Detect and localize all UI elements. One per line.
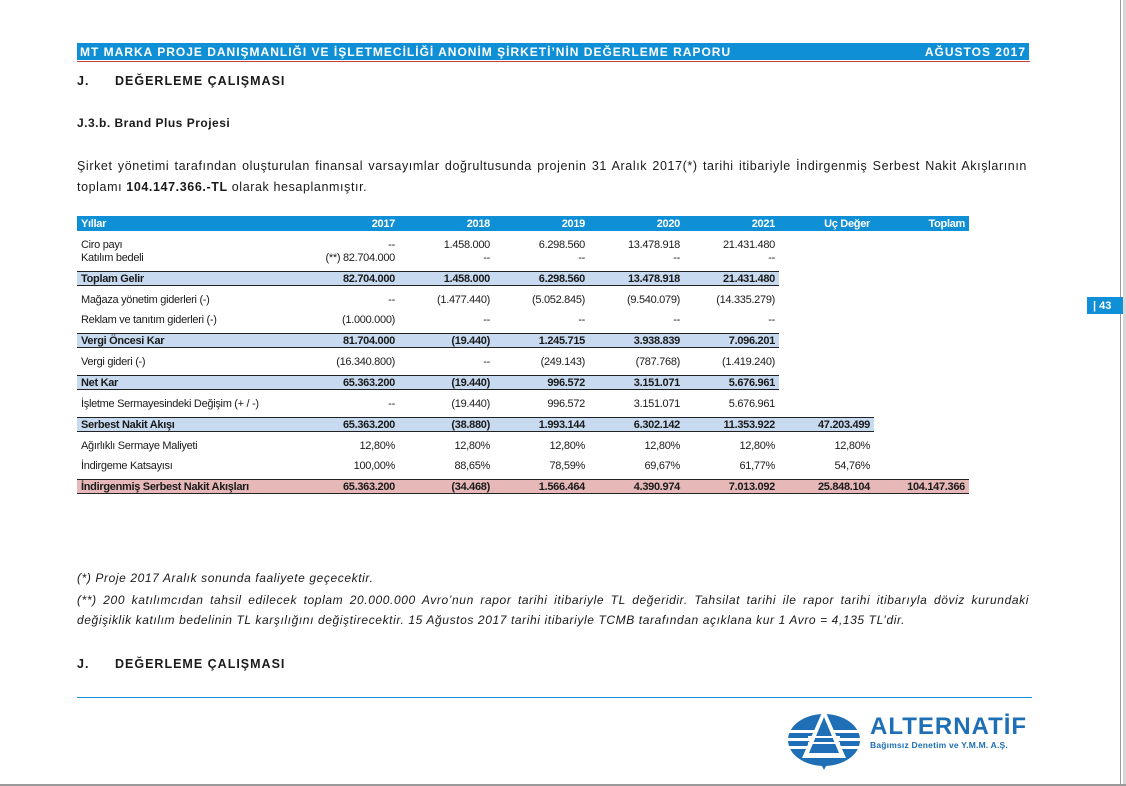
table-total-row <box>77 334 969 348</box>
table-total-row <box>77 418 969 432</box>
table-cell: 7.013.092 <box>684 480 779 494</box>
table-cell: 1.993.144 <box>494 418 589 432</box>
column-header: 2017 <box>305 216 399 231</box>
table-cell: 61,77% <box>739 459 775 472</box>
report-title: MT MARKA PROJE DANIŞMANLIĞI VE İŞLETMECİLİĞİ ANONİM ŞİRKETİ’NİN DEĞERLEME RAPORU <box>80 44 732 59</box>
column-header: 2021 <box>684 216 779 231</box>
report-date: AĞUSTOS 2017 <box>924 44 1026 59</box>
empty-cell <box>874 272 969 286</box>
table-cell <box>874 313 969 326</box>
logo-name: ALTERNATİF <box>870 713 1028 740</box>
row-spacer <box>77 452 969 459</box>
section-number: J. <box>77 74 90 88</box>
table-cell: (1.419.240) <box>722 355 775 368</box>
row-spacer <box>77 410 969 418</box>
table-cell: 996.572 <box>494 376 589 390</box>
table-cell: 100,00% <box>353 459 395 472</box>
table-cell <box>874 251 969 264</box>
table-row <box>77 251 969 264</box>
table-row <box>77 238 969 251</box>
cash-flow-table <box>77 216 969 494</box>
column-header: 2018 <box>399 216 494 231</box>
row-spacer <box>77 231 969 238</box>
footnote-1: (*) Proje 2017 Aralık sonunda faaliyete geçecektir. <box>77 571 374 585</box>
row-spacer <box>77 390 969 398</box>
logo-subtitle: Bağımsız Denetim ve Y.M.M. A.Ş. <box>870 740 1008 750</box>
row-label: İşletme Sermayesindeki Değişim (+ / -) <box>81 397 259 410</box>
row-spacer <box>77 286 969 294</box>
table-total-row <box>77 376 969 390</box>
table-cell: 88,65% <box>454 459 490 472</box>
paragraph-text-end: olarak hesaplanmıştır. <box>227 180 368 194</box>
table-cell: 4.390.974 <box>589 480 684 494</box>
table-cell: 6.298.560 <box>494 272 589 286</box>
page-number: | 43 <box>1087 297 1123 314</box>
summary-paragraph <box>77 156 1027 198</box>
empty-cell <box>779 334 874 348</box>
table-cell: 21.431.480 <box>722 238 775 251</box>
table-cell: (5.052.845) <box>532 293 585 306</box>
table-cell: (1.000.000) <box>342 313 395 326</box>
table-row <box>77 439 969 452</box>
empty-cell <box>779 272 874 286</box>
row-spacer <box>77 306 969 313</box>
table-cell: 996.572 <box>547 397 585 410</box>
table-cell: 3.938.839 <box>589 334 684 348</box>
table-cell: 82.704.000 <box>305 272 399 286</box>
table-cell: 65.363.200 <box>305 480 399 494</box>
table-cell: 12,80% <box>739 439 775 452</box>
table-row <box>77 313 969 326</box>
row-label: Serbest Nakit Akışı <box>77 418 305 432</box>
row-spacer <box>77 348 969 356</box>
table-cell: 54,76% <box>834 459 870 472</box>
footnote-2: (**) 200 katılımcıdan tahsil edilecek toplam 20.000.000 Avro’nun rapor tarihi itibariyle TL değeridir. Tahsilat tarihi ile rapor tarihi itibarıyla döviz kurundaki değişiklik katılım bedelinin TL karşılığını değiştirecektir. 15 Ağustos 2017 tarihi itibariyle TCMB tarafından açıklana kur 1 Avro = 4,135 TL’dir. <box>77 593 1029 627</box>
table-cell: -- <box>673 313 680 326</box>
table-cell: 81.704.000 <box>305 334 399 348</box>
table-cell: (19.440) <box>451 397 490 410</box>
table-body <box>77 231 969 494</box>
table-cell: -- <box>578 251 585 264</box>
table-cell: 1.458.000 <box>399 272 494 286</box>
table-cell: 21.431.480 <box>684 272 779 286</box>
table-row <box>77 459 969 472</box>
table-cell <box>779 355 874 368</box>
table-cell <box>874 293 969 306</box>
section-heading <box>77 74 285 88</box>
section-title: DEĞERLEME ÇALIŞMASI <box>115 74 286 88</box>
table-cell <box>779 397 874 410</box>
table-cell <box>779 313 874 326</box>
table-cell: (**) 82.704.000 <box>325 251 395 264</box>
row-spacer <box>77 264 969 272</box>
table-cell: -- <box>388 238 395 251</box>
table-cell: 13.478.918 <box>627 238 680 251</box>
table-cell: (19.440) <box>399 376 494 390</box>
table-cell: 65.363.200 <box>305 418 399 432</box>
table-cell <box>874 397 969 410</box>
row-label: Vergi gideri (-) <box>81 355 146 368</box>
table-cell: 78,59% <box>549 459 585 472</box>
table-total-row <box>77 480 969 494</box>
table-cell <box>874 355 969 368</box>
table-cell: 12,80% <box>644 439 680 452</box>
table-total-row <box>77 272 969 286</box>
table-cell: -- <box>483 313 490 326</box>
table-cell: -- <box>388 293 395 306</box>
logo-text <box>870 714 1027 750</box>
table-cell: 3.151.071 <box>589 376 684 390</box>
table-cell: 12,80% <box>549 439 585 452</box>
column-header: Toplam <box>874 216 969 231</box>
section-number: J. <box>77 657 90 671</box>
row-label: İndirgeme Katsayısı <box>81 459 173 472</box>
table-cell: -- <box>388 397 395 410</box>
table-cell: (249.143) <box>540 355 585 368</box>
table-cell <box>779 293 874 306</box>
section-heading-repeat <box>77 657 285 671</box>
table-row <box>77 293 969 306</box>
column-header: Uç Değer <box>779 216 874 231</box>
column-header: 2020 <box>589 216 684 231</box>
table-cell <box>874 439 969 452</box>
row-spacer <box>77 472 969 480</box>
table-cell: (19.440) <box>399 334 494 348</box>
row-label: Net Kar <box>77 376 305 390</box>
table-cell: 13.478.918 <box>589 272 684 286</box>
table-cell: 6.298.560 <box>538 238 585 251</box>
table-cell: 6.302.142 <box>589 418 684 432</box>
table-cell: 25.848.104 <box>779 480 874 494</box>
header-divider <box>77 61 1030 62</box>
table-cell: 47.203.499 <box>779 418 874 432</box>
report-header <box>77 43 1029 60</box>
row-label: Mağaza yönetim giderleri (-) <box>81 293 210 306</box>
table-row <box>77 355 969 368</box>
footer-divider <box>77 697 1032 698</box>
column-header: Yıllar <box>77 216 305 231</box>
column-header: 2019 <box>494 216 589 231</box>
table-cell: -- <box>768 313 775 326</box>
table-cell: -- <box>483 251 490 264</box>
table-cell <box>874 238 969 251</box>
table-cell: (38.880) <box>399 418 494 432</box>
row-label: Ciro payı <box>81 238 123 251</box>
table-cell: 12,80% <box>834 439 870 452</box>
empty-cell <box>874 334 969 348</box>
subsection-heading: J.3.b. Brand Plus Projesi <box>77 116 231 130</box>
table-cell <box>779 238 874 251</box>
row-spacer <box>77 326 969 334</box>
row-spacer <box>77 432 969 440</box>
empty-cell <box>874 418 969 432</box>
table-cell: (14.335.279) <box>716 293 775 306</box>
paragraph-amount: 104.147.366.-TL <box>126 180 228 194</box>
table-cell: -- <box>578 313 585 326</box>
table-row <box>77 397 969 410</box>
row-label: İndirgenmiş Serbest Nakit Akışları <box>77 480 305 494</box>
table-cell: 12,80% <box>454 439 490 452</box>
row-label: Ağırlıklı Sermaye Maliyeti <box>81 439 198 452</box>
table-cell: -- <box>483 355 490 368</box>
table-header-row <box>77 216 969 231</box>
table-cell: 1.458.000 <box>443 238 490 251</box>
table-cell: 5.676.961 <box>728 397 775 410</box>
table-cell: 1.245.715 <box>494 334 589 348</box>
empty-cell <box>779 376 874 390</box>
row-spacer <box>77 368 969 376</box>
table-cell: (9.540.079) <box>627 293 680 306</box>
paragraph-text-start: Şirket yönetimi tarafından oluşturulan finansal varsayımlar doğrultusunda projenin 31 Aralık 2017(*) tarihi itibariyle İndirgenmiş Serbest Nakit Akışlarının toplamı <box>77 159 1027 194</box>
row-label: Vergi Öncesi Kar <box>77 334 305 348</box>
table-cell: (1.477.440) <box>437 293 490 306</box>
section-title: DEĞERLEME ÇALIŞMASI <box>115 657 286 671</box>
table-cell: -- <box>768 251 775 264</box>
empty-cell <box>874 376 969 390</box>
row-label: Katılım bedeli <box>81 251 144 264</box>
table-cell: 12,80% <box>359 439 395 452</box>
table-cell: 1.566.464 <box>494 480 589 494</box>
table-cell: 7.096.201 <box>684 334 779 348</box>
table-cell: (16.340.800) <box>336 355 395 368</box>
table-cell: 69,67% <box>644 459 680 472</box>
table-cell: 104.147.366 <box>874 480 969 494</box>
page-border-right <box>1120 0 1121 786</box>
table-cell: (787.768) <box>635 355 680 368</box>
table-cell: 3.151.071 <box>633 397 680 410</box>
row-label: Reklam ve tanıtım giderleri (-) <box>81 313 217 326</box>
table-cell: 5.676.961 <box>684 376 779 390</box>
table-cell <box>779 251 874 264</box>
table-cell <box>874 459 969 472</box>
table-cell: -- <box>673 251 680 264</box>
table-cell: (34.468) <box>399 480 494 494</box>
table-cell: 11.353.922 <box>684 418 779 432</box>
row-label: Toplam Gelir <box>77 272 305 286</box>
table-cell: 65.363.200 <box>305 376 399 390</box>
